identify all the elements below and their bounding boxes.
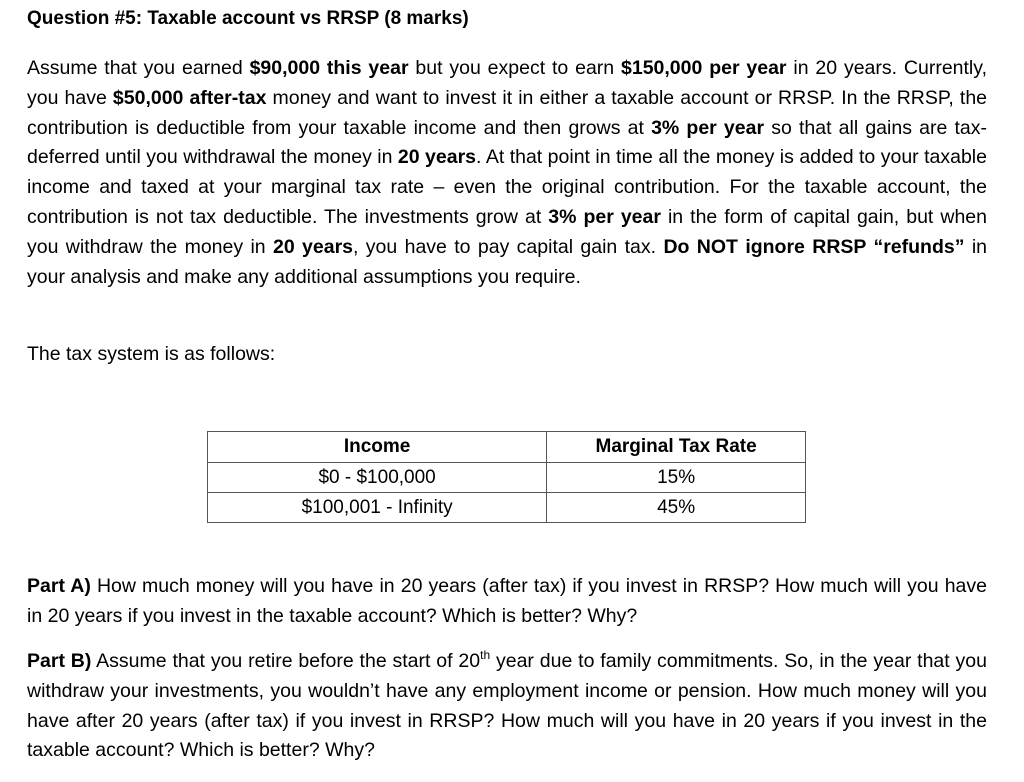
tax-rate-table xyxy=(207,431,806,523)
intro-text: in 20 years. Currently, you have xyxy=(27,57,987,109)
rate-header: Marginal Tax Rate xyxy=(547,432,806,463)
part-a-text: How much money will you have in 20 years (after tax) if you invest in RRSP? How much will you have in 20 years if you invest in the taxable account? Which is better? Why? xyxy=(27,575,987,627)
intro-bold: $50,000 after-tax xyxy=(112,86,267,109)
intro-text: money and want to invest it in either a taxable account or RRSP. In the RRSP, the contribution is deductible from your taxable income and then grows at xyxy=(27,86,988,139)
intro-text: in the form of capital gain, but when you withdraw the money in xyxy=(27,205,987,258)
intro-bold: 20 years xyxy=(273,235,354,258)
income-cell: $0 - $100,000 xyxy=(208,463,547,493)
question-title: Question #5: Taxable account vs RRSP (8 marks) xyxy=(27,8,469,29)
part-b-paragraph xyxy=(27,647,987,766)
table-row xyxy=(208,493,806,523)
intro-bold: 3% per year xyxy=(548,205,661,228)
intro-text: in your analysis and make any additional assumptions you require. xyxy=(27,235,987,288)
rate-cell: 15% xyxy=(547,463,806,493)
part-a-paragraph xyxy=(27,572,987,632)
rate-cell: 45% xyxy=(547,493,806,523)
tax-system-line: The tax system is as follows: xyxy=(27,343,276,365)
intro-text: . At that point in time all the money is added to your taxable income and taxed at your marginal tax rate – even the original contribution. For the taxable account, the contribution is not tax deductible. The investments grow at xyxy=(27,146,987,228)
intro-text: , you have to pay capital gain tax. xyxy=(353,235,664,258)
intro-bold: 20 years xyxy=(397,146,477,169)
intro-bold: $90,000 this year xyxy=(249,57,409,79)
intro-text: Assume that you earned xyxy=(27,57,250,79)
part-b-superscript: th xyxy=(480,647,491,662)
intro-text: but you expect to earn xyxy=(408,57,621,79)
intro-text: so that all gains are tax-deferred until you withdrawal the money in xyxy=(27,116,987,169)
part-b-text: year due to family commitments. So, in the year that you withdraw your investments, you wouldn’t have any employment income or pension. How much money will you have after 20 years (after tax) if you invest in RRSP? How much will you have in 20 years if you invest in the taxable account? Which is better? Why? xyxy=(27,650,987,762)
intro-bold: Do NOT ignore RRSP “refunds” xyxy=(663,235,965,258)
income-cell: $100,001 - Infinity xyxy=(208,493,547,523)
part-b-label: Part B) xyxy=(27,650,92,672)
intro-paragraph xyxy=(27,54,987,292)
intro-bold: $150,000 per year xyxy=(621,57,787,79)
income-header: Income xyxy=(208,432,547,463)
table-row xyxy=(208,463,806,493)
intro-bold: 3% per year xyxy=(651,116,765,139)
part-b-text: Assume that you retire before the start of 20 xyxy=(91,650,481,672)
part-a-label: Part A) xyxy=(27,575,91,597)
table-header-row xyxy=(208,432,806,463)
